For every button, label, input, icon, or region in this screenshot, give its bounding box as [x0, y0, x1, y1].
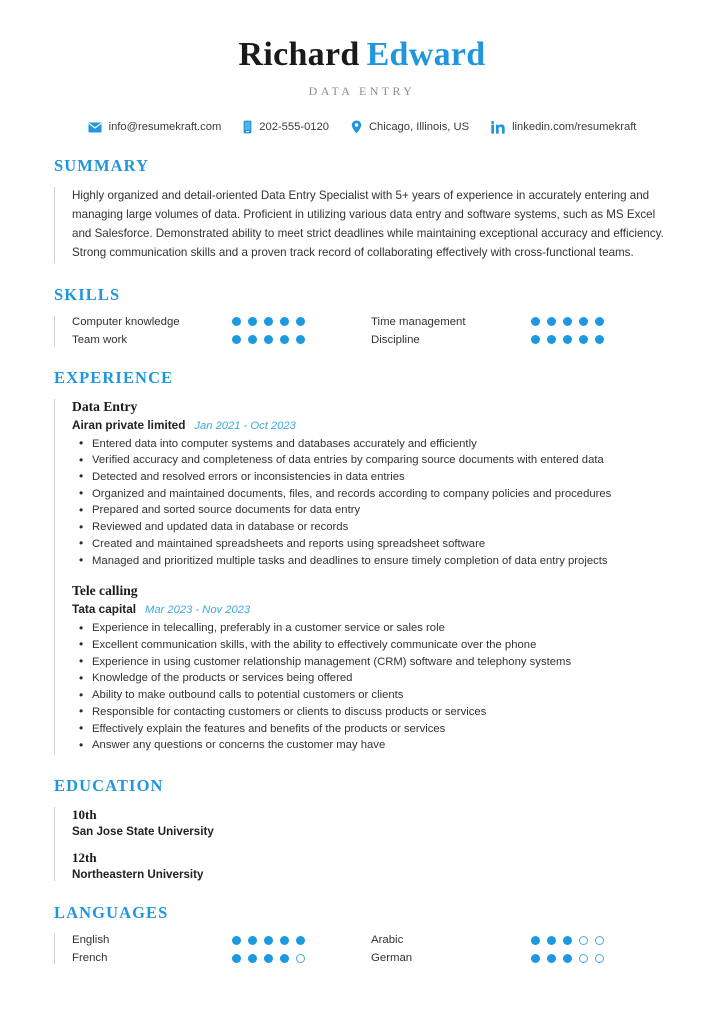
job-company: Tata capital	[72, 602, 137, 617]
rating-dot-filled	[248, 335, 257, 344]
contact-linkedin[interactable]	[491, 121, 636, 134]
rating-dot-filled	[563, 954, 572, 963]
job-bullet-list	[72, 436, 670, 570]
skill-row	[72, 316, 371, 328]
section-skills	[54, 285, 670, 346]
rating-dot-filled	[232, 317, 241, 326]
experience-heading: EXPERIENCE	[54, 367, 174, 387]
languages-heading: LANGUAGES	[54, 903, 169, 923]
job-bullet: • Prepared and sorted source documents for data entry	[92, 502, 670, 519]
skill-rating-dots	[232, 317, 305, 326]
education-heading: EDUCATION	[54, 776, 164, 796]
rating-dot-empty	[595, 936, 604, 945]
rating-dot-empty	[296, 954, 305, 963]
job-bullet: • Knowledge of the products or services being offered	[92, 670, 670, 687]
skill-label: Time management	[371, 315, 466, 328]
language-rating-dots	[232, 954, 305, 963]
job-bullet: • Responsible for contacting customers or clients to discuss products or services	[92, 704, 670, 721]
language-rating-dots	[531, 954, 604, 963]
rating-dot-filled	[232, 936, 241, 945]
rating-dot-filled	[232, 954, 241, 963]
job-bullet: • Experience in telecalling, preferably in a customer service or sales role	[92, 620, 670, 637]
skill-row	[371, 316, 670, 328]
rating-dot-filled	[248, 317, 257, 326]
rating-dot-filled	[248, 936, 257, 945]
rating-dot-filled	[280, 936, 289, 945]
section-experience	[54, 368, 670, 755]
rating-dot-filled	[579, 335, 588, 344]
rating-dot-filled	[579, 317, 588, 326]
rating-dot-filled	[547, 317, 556, 326]
rating-dot-filled	[264, 936, 273, 945]
job-bullet-list	[72, 620, 670, 754]
contact-phone-text: 202-555-0120	[259, 121, 329, 134]
rating-dot-filled	[595, 317, 604, 326]
rating-dot-filled	[296, 335, 305, 344]
language-label: Arabic	[371, 934, 404, 947]
rating-dot-empty	[579, 954, 588, 963]
language-rating-dots	[232, 936, 305, 945]
rating-dot-filled	[296, 936, 305, 945]
contact-email[interactable]	[88, 121, 222, 133]
job-bullet: • Ability to make outbound calls to potential customers or clients	[92, 687, 670, 704]
rating-dot-filled	[280, 954, 289, 963]
location-pin-icon	[351, 120, 362, 134]
job-bullet: • Detected and resolved errors or inconsistencies in data entries	[92, 469, 670, 486]
education-entry	[72, 807, 670, 838]
rating-dot-filled	[595, 335, 604, 344]
language-row	[72, 934, 371, 946]
candidate-role: DATA ENTRY	[308, 84, 416, 99]
language-row	[72, 952, 371, 964]
summary-text: Highly organized and detail-oriented Data Entry Specialist with 5+ years of experience in accurately entering and managing large volumes of data. Proficient in utilizing various data entry and software systems, such as MS Excel and Salesforce. Demonstrated ability to meet strict deadlines while maintaining exceptional accuracy and efficiency. Strong communication skills and a proven track record of collaborating effectively with cross-functional teams.	[72, 189, 664, 259]
job-title: Data Entry	[72, 398, 138, 414]
rating-dot-filled	[264, 317, 273, 326]
education-degree: 12th	[72, 850, 97, 866]
rating-dot-empty	[579, 936, 588, 945]
skill-rating-dots	[531, 317, 604, 326]
rating-dot-filled	[280, 335, 289, 344]
rating-dot-filled	[248, 954, 257, 963]
section-education	[54, 776, 670, 881]
language-row	[371, 934, 670, 946]
rating-dot-filled	[280, 317, 289, 326]
rating-dot-filled	[563, 335, 572, 344]
last-name: Edward	[366, 36, 486, 73]
envelope-icon	[88, 122, 102, 133]
skill-label: Computer knowledge	[72, 315, 180, 328]
job-company: Airan private limited	[72, 417, 186, 432]
rating-dot-filled	[264, 335, 273, 344]
rating-dot-empty	[595, 954, 604, 963]
summary-heading: SUMMARY	[54, 156, 150, 176]
skills-grid	[72, 316, 670, 346]
job-bullet: • Reviewed and updated data in database or records	[92, 519, 670, 536]
section-summary	[54, 156, 670, 262]
rating-dot-filled	[563, 317, 572, 326]
experience-body	[54, 399, 670, 755]
contact-linkedin-text: linkedin.com/resumekraft	[512, 121, 637, 134]
language-row	[371, 952, 670, 964]
job-dates: Jan 2021 - Oct 2023	[194, 419, 296, 432]
job-bullet: • Organized and maintained documents, files, and records according to company policies and procedures	[92, 486, 670, 503]
rating-dot-filled	[547, 936, 556, 945]
skill-row	[371, 334, 670, 346]
experience-entry	[72, 583, 670, 754]
skill-rating-dots	[232, 335, 305, 344]
language-label: French	[72, 952, 108, 965]
job-bullet: • Excellent communication skills, with the ability to effectively communicate over the phone	[92, 637, 670, 654]
job-bullet: • Created and maintained spreadsheets and reports using spreadsheet software	[92, 536, 670, 553]
contact-location-text: Chicago, Illinois, US	[368, 121, 470, 134]
experience-entry	[72, 399, 670, 570]
skill-label: Team work	[72, 333, 128, 346]
candidate-name	[54, 0, 670, 73]
rating-dot-filled	[296, 317, 305, 326]
first-name: Richard	[238, 36, 360, 73]
skills-heading: SKILLS	[54, 284, 121, 304]
education-school: San Jose State University	[72, 825, 214, 839]
job-meta	[72, 602, 670, 616]
rating-dot-filled	[563, 936, 572, 945]
skill-rating-dots	[531, 335, 604, 344]
rating-dot-filled	[232, 335, 241, 344]
job-bullet: • Managed and prioritized multiple tasks and deadlines to ensure timely completion of data entry projects	[92, 553, 670, 570]
rating-dot-filled	[531, 335, 540, 344]
education-body	[54, 807, 670, 881]
language-rating-dots	[531, 936, 604, 945]
job-dates: Mar 2023 - Nov 2023	[145, 604, 251, 617]
skill-label: Discipline	[371, 333, 420, 346]
rating-dot-filled	[547, 335, 556, 344]
section-languages	[54, 903, 670, 964]
contact-email-text: info@resumekraft.com	[108, 121, 222, 134]
job-bullet: • Answer any questions or concerns the customer may have	[92, 737, 670, 754]
skill-row	[72, 334, 371, 346]
job-bullet: • Experience in using customer relationship management (CRM) software and telephony systems	[92, 654, 670, 671]
education-degree: 10th	[72, 807, 97, 823]
rating-dot-filled	[547, 954, 556, 963]
rating-dot-filled	[264, 954, 273, 963]
job-meta	[72, 418, 670, 432]
languages-body	[54, 934, 670, 964]
language-label: English	[72, 934, 110, 947]
rating-dot-filled	[531, 936, 540, 945]
linkedin-icon	[491, 121, 505, 134]
contact-location[interactable]	[351, 120, 469, 134]
summary-body	[54, 187, 670, 262]
job-title: Tele calling	[72, 583, 138, 599]
education-school: Northeastern University	[72, 868, 204, 882]
language-label: German	[371, 952, 413, 965]
resume-header	[54, 0, 670, 134]
languages-grid	[72, 934, 670, 964]
rating-dot-filled	[531, 954, 540, 963]
job-bullet: • Entered data into computer systems and databases accurately and efficiently	[92, 436, 670, 453]
rating-dot-filled	[531, 317, 540, 326]
phone-icon	[243, 120, 252, 134]
job-bullet: • Verified accuracy and completeness of data entries by comparing source documents with entered data	[92, 452, 670, 469]
skills-body	[54, 316, 670, 346]
job-bullet: • Effectively explain the features and benefits of the products or services	[92, 721, 670, 738]
education-entry	[72, 850, 670, 881]
contact-phone[interactable]	[243, 120, 329, 134]
contact-bar	[54, 120, 670, 134]
